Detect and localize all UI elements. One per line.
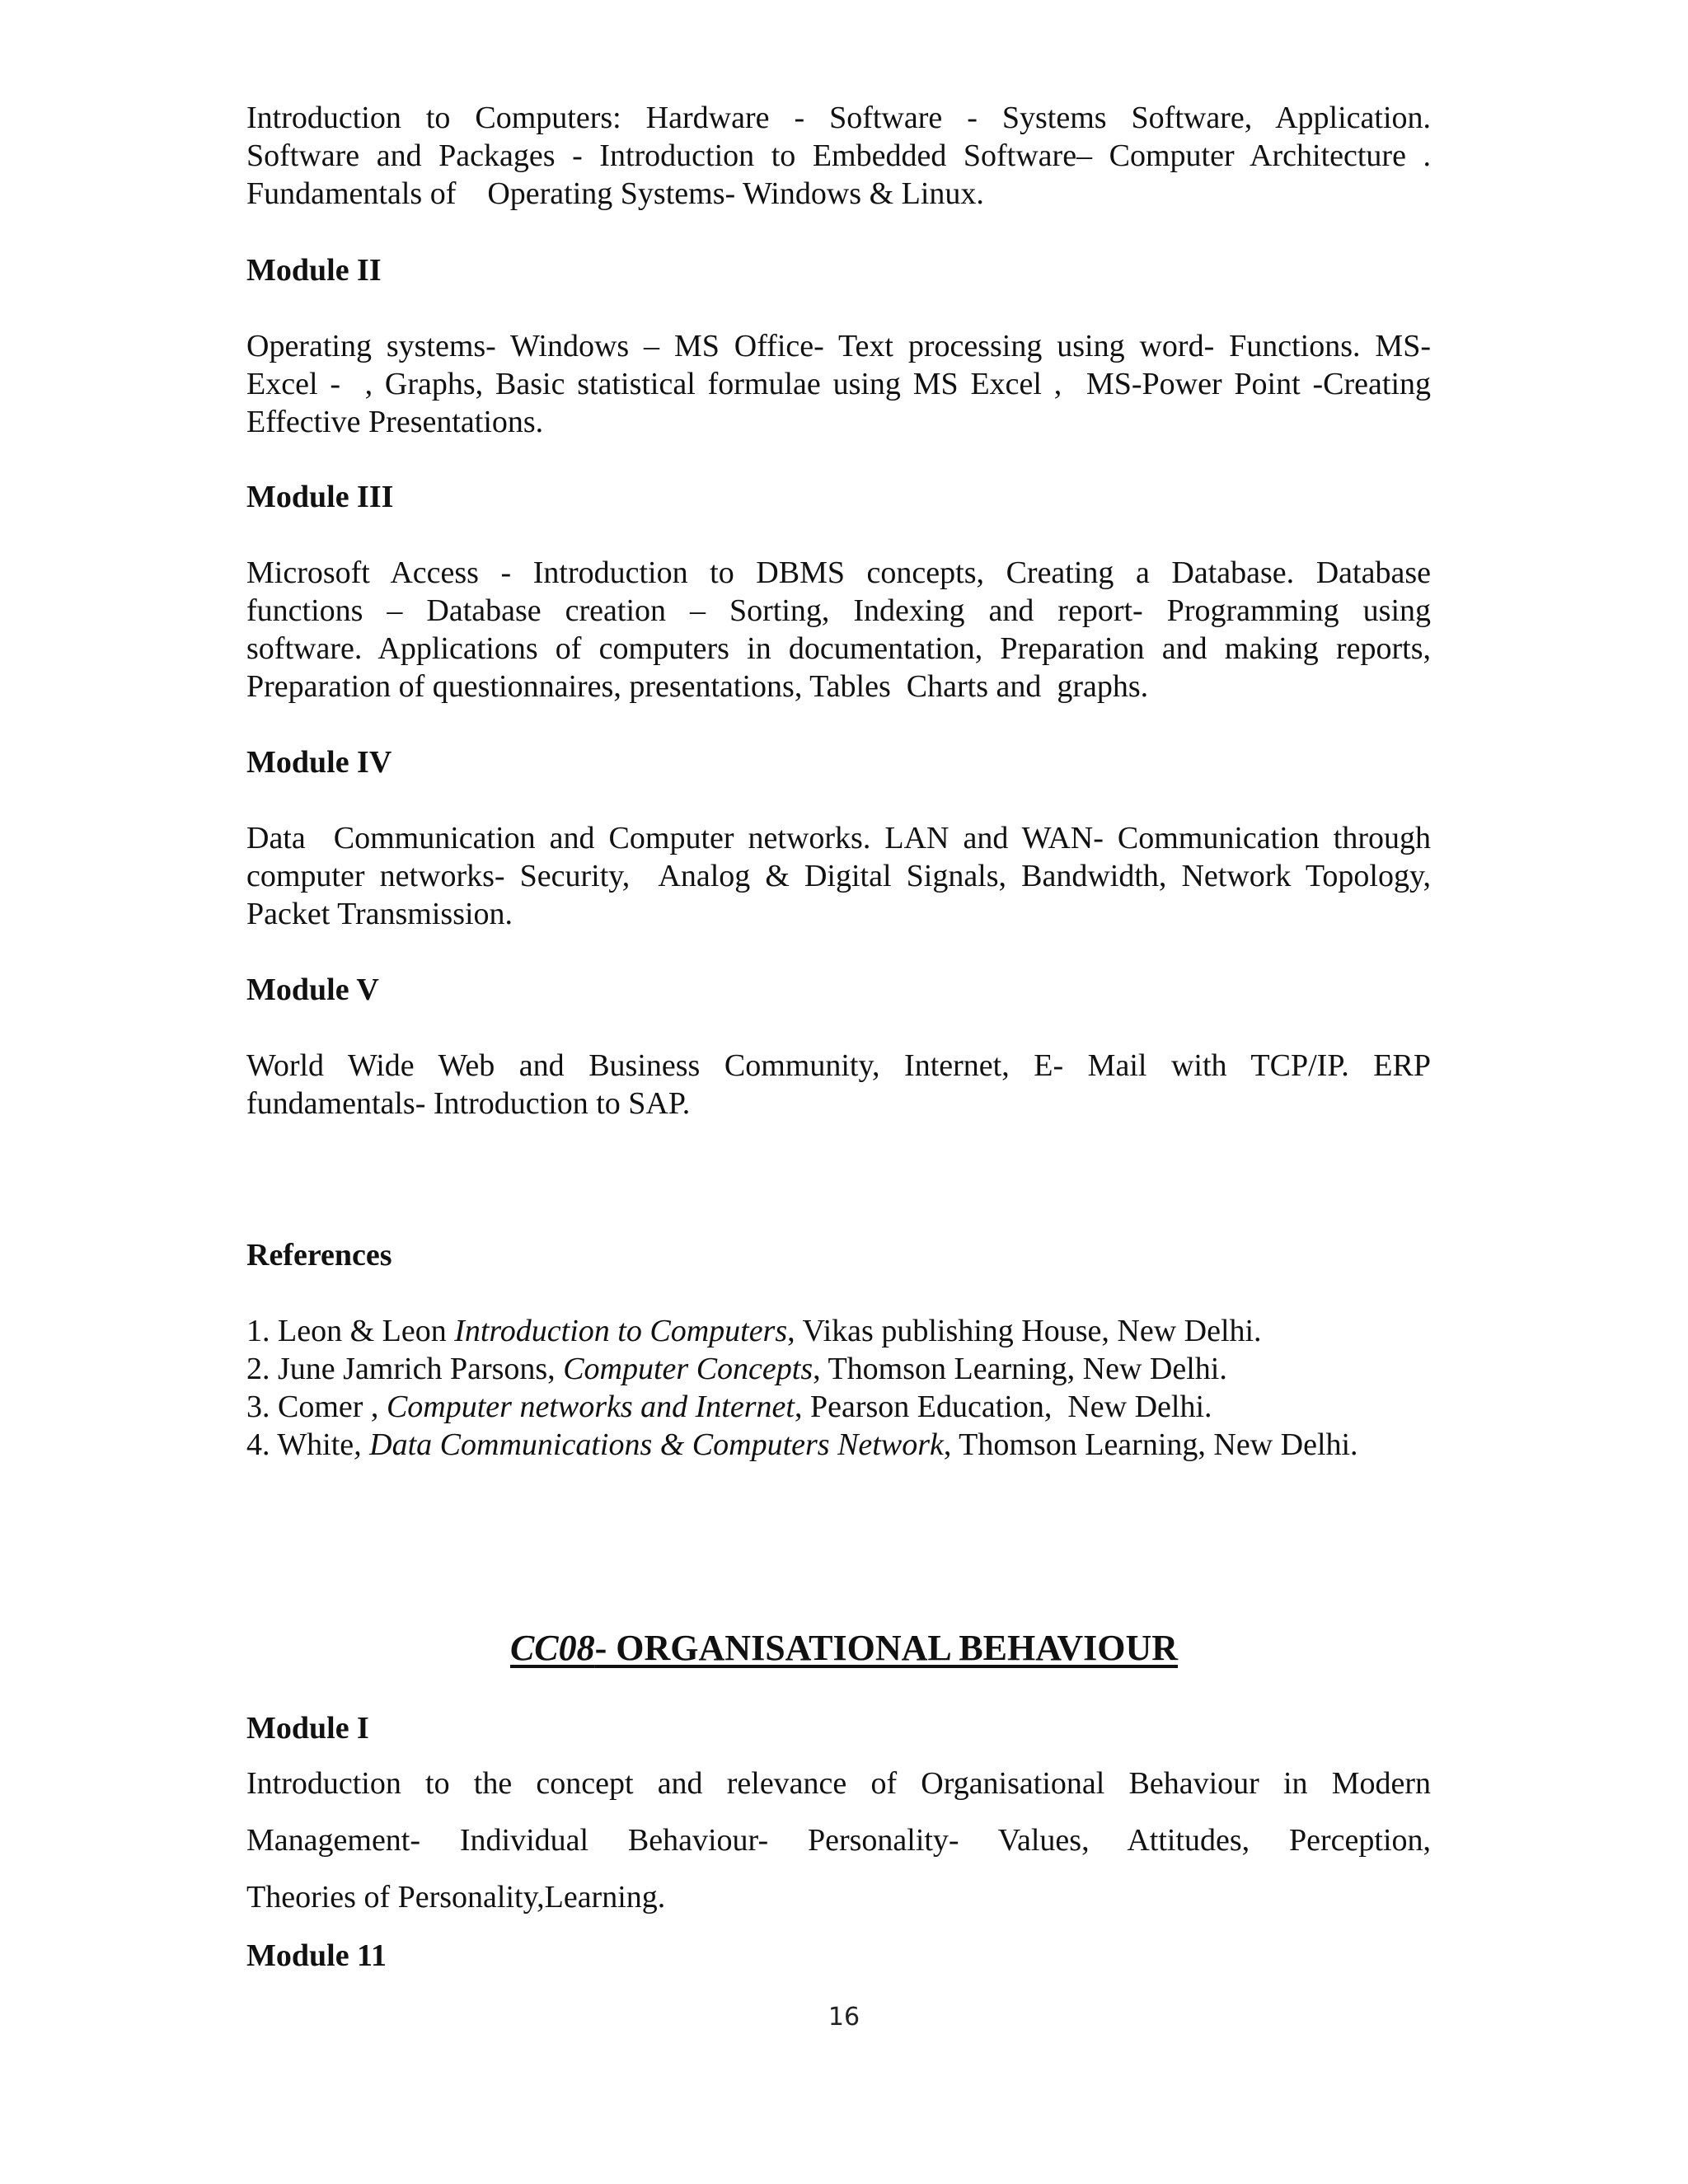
reference-item-4: [246, 1426, 1431, 1464]
references-list: [246, 1312, 1431, 1464]
intro-line-1: Introduction to Computers: Hardware - Software - Systems Software, Application.: [246, 101, 1431, 135]
references-heading: References: [246, 1238, 392, 1272]
module-4-line-1: Data Communication and Computer networks. LAN and WAN- Communication through: [246, 821, 1431, 855]
module-4-section: [246, 743, 1431, 781]
module-2-line-2: Excel - , Graphs, Basic statistical formulae using MS Excel , MS-Power Point -Creating: [246, 367, 1431, 401]
course-name: - ORGANISATIONAL BEHAVIOUR: [594, 1628, 1179, 1668]
reference-3-title: Computer networks and Internet: [386, 1390, 795, 1424]
reference-1-publisher: , Vikas publishing House, New Delhi.: [787, 1314, 1262, 1348]
module-2-line-1: Operating systems- Windows – MS Office- Text processing using word- Functions. MS-: [246, 329, 1431, 363]
module-4-paragraph: [246, 819, 1431, 933]
module-2-heading: Module II: [246, 253, 382, 288]
page-number: 16: [828, 2003, 860, 2032]
reference-item-2: [246, 1350, 1431, 1388]
reference-3-publisher: , Pearson Education, New Delhi.: [794, 1390, 1212, 1424]
ob-module-1-paragraph: [246, 1755, 1431, 1926]
reference-item-1: [246, 1312, 1431, 1350]
course-code: CC08: [509, 1628, 595, 1668]
module-3-section: [246, 478, 1431, 516]
module-4-line-3: Packet Transmission.: [246, 897, 513, 931]
ob-module-1-heading: Module I: [246, 1711, 369, 1746]
reference-1-author: 1. Leon & Leon: [246, 1314, 455, 1348]
reference-1-title: Introduction to Computers: [454, 1314, 788, 1348]
reference-4-title: , Data Communications & Computers Network: [354, 1427, 944, 1462]
ob-module-1-line-3: Theories of Personality,Learning.: [246, 1880, 666, 1915]
reference-4-author: 4. White: [246, 1427, 354, 1462]
module-3-line-4: Preparation of questionnaires, presentations, Tables Charts and graphs.: [246, 669, 1149, 704]
module-2-paragraph: [246, 327, 1431, 441]
module-5-line-2: fundamentals- Introduction to SAP.: [246, 1086, 691, 1121]
module-3-line-1: Microsoft Access - Introduction to DBMS concepts, Creating a Database. Database: [246, 555, 1431, 590]
reference-2-publisher: , Thomson Learning, New Delhi.: [813, 1352, 1227, 1386]
module-2-line-3: Effective Presentations.: [246, 405, 544, 439]
reference-2-title: Computer Concepts: [563, 1352, 814, 1386]
intro-line-3: Fundamentals of Operating Systems- Windows & Linux.: [246, 176, 984, 211]
ob-module-1-line-1: Introduction to the concept and relevance of Organisational Behaviour in Modern: [246, 1766, 1431, 1801]
ob-module-2-section: [246, 1937, 1431, 1975]
module-3-line-3: software. Applications of computers in documentation, Preparation and making reports,: [246, 631, 1431, 666]
ob-module-1-section: [246, 1709, 1431, 1747]
module-4-heading: Module IV: [246, 745, 392, 780]
reference-3-author: 3. Comer ,: [246, 1390, 387, 1424]
ob-module-2-heading: Module 11: [246, 1938, 387, 1973]
module-5-line-1: World Wide Web and Business Community, Internet, E- Mail with TCP/IP. ERP: [246, 1048, 1431, 1083]
module-4-line-2: computer networks- Security, Analog & Digital Signals, Bandwidth, Network Topology,: [246, 859, 1431, 893]
module-5-heading: Module V: [246, 972, 379, 1007]
ob-module-1-line-2: Management- Individual Behaviour- Personality- Values, Attitudes, Perception,: [246, 1823, 1431, 1858]
module-3-heading: Module III: [246, 480, 394, 514]
module-5-paragraph: [246, 1047, 1431, 1122]
module-3-line-2: functions – Database creation – Sorting, Indexing and report- Programming using: [246, 593, 1431, 628]
intro-paragraph: [246, 99, 1431, 213]
reference-2-author: 2. June Jamrich Parsons,: [246, 1352, 564, 1386]
references-section: [246, 1236, 1431, 1274]
reference-item-3: [246, 1388, 1431, 1426]
course-title: [0, 1627, 1688, 1670]
module-2-section: [246, 251, 1431, 289]
references-list-container: [246, 1312, 1431, 1464]
module-3-paragraph: [246, 554, 1431, 705]
intro-line-2: Software and Packages - Introduction to Embedded Software– Computer Architecture .: [246, 138, 1431, 173]
module-5-section: [246, 971, 1431, 1009]
reference-4-publisher: , Thomson Learning, New Delhi.: [943, 1427, 1358, 1462]
